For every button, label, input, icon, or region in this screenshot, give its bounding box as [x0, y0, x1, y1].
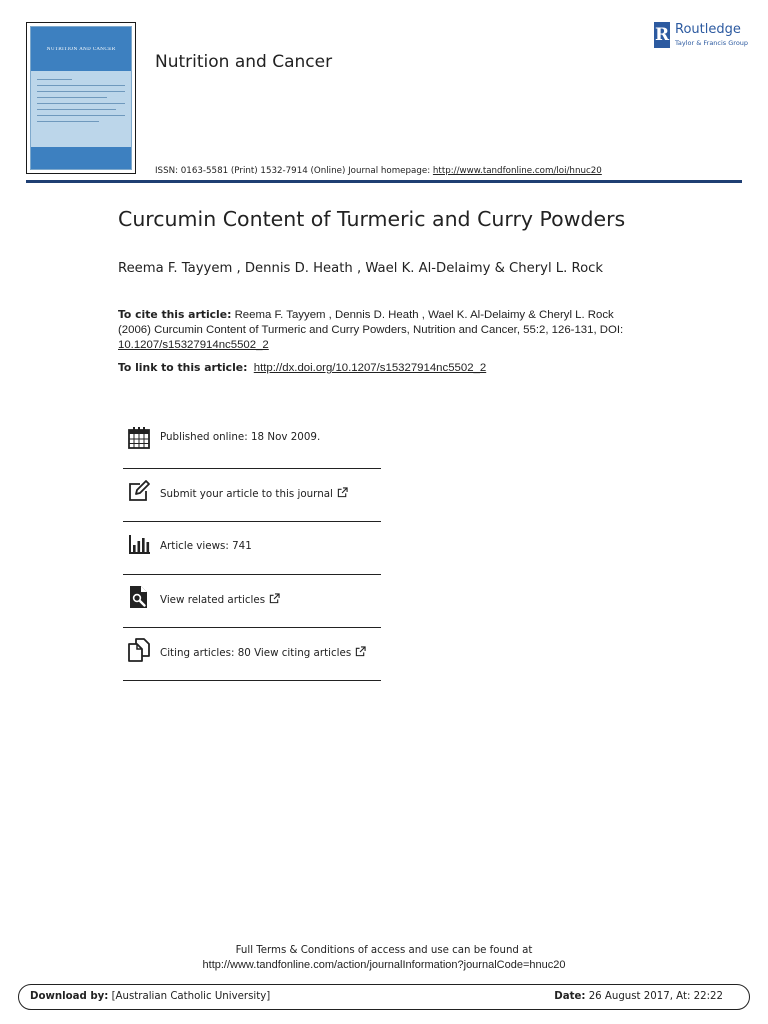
- issn-text: ISSN: 0163-5581 (Print) 1532-7914 (Online) Journal homepage:: [155, 166, 433, 176]
- article-info-list: [123, 414, 381, 681]
- bar-chart-icon: [127, 532, 151, 556]
- related-row[interactable]: [123, 575, 381, 628]
- view-citing-articles-link[interactable]: Citing articles: 80 View citing articles: [160, 646, 366, 659]
- journal-homepage-link[interactable]: http://www.tandfonline.com/loi/hnuc20: [432, 166, 602, 176]
- citation-label: To cite this article:: [118, 308, 232, 321]
- routledge-logo-icon: R: [654, 22, 670, 48]
- download-info: Download by: [Australian Catholic University]: [30, 991, 271, 1002]
- external-link-icon: [355, 646, 366, 657]
- citing-documents-icon: [127, 638, 151, 662]
- issn-line: [155, 166, 602, 176]
- cover-title: NUTRITION AND CANCER: [46, 47, 116, 52]
- submit-article-link[interactable]: Submit your article to this journal: [160, 487, 348, 500]
- journal-name: Nutrition and Cancer: [155, 52, 333, 72]
- terms-notice: [0, 943, 768, 973]
- terms-line: Full Terms & Conditions of access and use can be found at: [235, 945, 533, 956]
- article-title: Curcumin Content of Turmeric and Curry Powders: [118, 207, 626, 231]
- header-divider: [26, 180, 742, 183]
- external-link-icon: [337, 487, 348, 498]
- journal-cover: [26, 22, 136, 174]
- external-link-icon: [269, 593, 280, 604]
- publisher-subtitle: Taylor & Francis Group: [675, 39, 749, 47]
- article-link-line: [118, 361, 486, 374]
- download-footer: [18, 984, 750, 1010]
- article-views-text: Article views: 741: [160, 540, 252, 552]
- calendar-icon: [127, 426, 151, 450]
- search-document-icon: [127, 585, 151, 609]
- view-related-articles-link[interactable]: View related articles: [160, 593, 280, 606]
- article-link-label: To link to this article:: [118, 361, 248, 374]
- published-online-text: Published online: 18 Nov 2009.: [160, 431, 321, 443]
- citation-block: [118, 307, 648, 353]
- article-doi-url[interactable]: http://dx.doi.org/10.1207/s15327914nc5502_2: [253, 362, 487, 374]
- citation-text: Reema F. Tayyem , Dennis D. Heath , Wael K. Al-Delaimy & Cheryl L. Rock (2006) Curcumin Content of Turmeric and Curry Powders, Nutrition and Cancer, 55:2, 126-131, DOI:: [118, 309, 624, 336]
- citing-row[interactable]: [123, 628, 381, 681]
- publisher-name: Routledge: [675, 22, 741, 37]
- submit-row[interactable]: [123, 469, 381, 522]
- published-row: [123, 414, 381, 469]
- edit-icon: [127, 479, 151, 503]
- views-row: [123, 522, 381, 575]
- download-date: Date: 26 August 2017, At: 22:22: [554, 991, 723, 1002]
- cover-art: [30, 26, 132, 170]
- article-authors: Reema F. Tayyem , Dennis D. Heath , Wael K. Al-Delaimy & Cheryl L. Rock: [118, 261, 604, 276]
- terms-url[interactable]: http://www.tandfonline.com/action/journalInformation?journalCode=hnuc20: [202, 959, 566, 971]
- doi-link[interactable]: 10.1207/s15327914nc5502_2: [118, 339, 269, 351]
